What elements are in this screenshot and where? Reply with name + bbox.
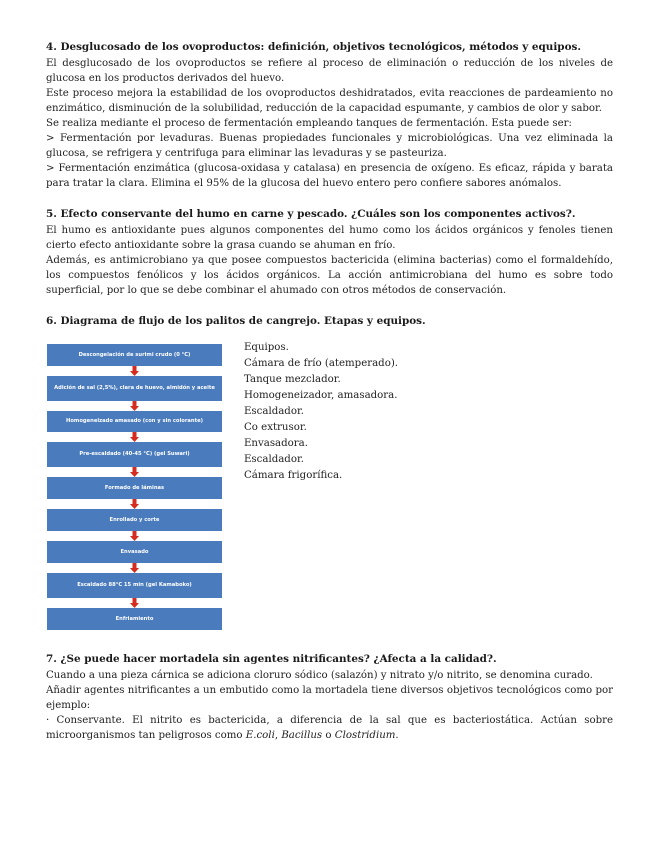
- separator-text: ,: [274, 730, 282, 741]
- section-7: [46, 652, 613, 743]
- equipment-item: Cámara de frío (atemperado).: [244, 358, 399, 369]
- section-7-paragraph: Añadir agentes nitrificantes a un embutido como la mortadela tiene diversos objetivos tecnológicos como por ejemplo:: [46, 685, 613, 711]
- flow-step: Pre-escaldado (40-45 °C) (gel Suwari): [47, 442, 222, 467]
- flow-step: Envasado: [47, 541, 222, 563]
- down-arrow-icon: [47, 499, 222, 509]
- end-text: .: [395, 730, 399, 741]
- document-page: [46, 40, 613, 759]
- section-6: [46, 314, 613, 630]
- equipment-item: Envasadora.: [244, 438, 308, 449]
- section-4-paragraph: Este proceso mejora la estabilidad de los ovoproductos deshidratados, evita reacciones de pardeamiento no enzimático, disminución de la solubilidad, reducción de la capacidad espumante, y cambios de olor y sabor.: [46, 88, 613, 114]
- section-5-paragraph: Además, es antimicrobiano ya que posee compuestos bactericida (elimina bacterias) como el formaldehído, los compuestos fenólicos y los ácidos orgánicos. La acción antimicrobiana del humo es sobre todo superficial, por lo que se debe combinar el ahumado con otros métodos de conservación.: [46, 255, 613, 296]
- down-arrow-icon: [47, 401, 222, 411]
- equipment-item: Homogeneizador, amasadora.: [244, 390, 398, 401]
- down-arrow-icon: [47, 598, 222, 608]
- section-7-paragraph: Cuando a una pieza cárnica se adiciona cloruro sódico (salazón) y nitrato y/o nitrito, se denomina curado.: [46, 670, 593, 681]
- section-5-title: 5. Efecto conservante del humo en carne y pescado. ¿Cuáles son los componentes activos?.: [46, 208, 576, 220]
- flow-step: Escaldado 88°C 15 min (gel Kamaboko): [47, 573, 222, 598]
- section-7-title: 7. ¿Se puede hacer mortadela sin agentes nitrificantes? ¿Afecta a la calidad?.: [46, 653, 497, 665]
- equipment-item: Cámara frigorífica.: [244, 470, 343, 481]
- down-arrow-icon: [47, 432, 222, 442]
- equipment-item: Escaldador.: [244, 406, 304, 417]
- section-4-title: 4. Desglucosado de los ovoproductos: definición, objetivos tecnológicos, métodos y equipos.: [46, 41, 581, 53]
- flow-step: Homogeneizado amasado (con y sin colorante): [47, 411, 222, 432]
- flow-diagram: [46, 344, 222, 630]
- organism-name: Bacillus: [281, 730, 323, 741]
- section-4-paragraph: Se realiza mediante el proceso de fermentación empleando tanques de fermentación. Esta puede ser:: [46, 118, 572, 129]
- section-5: [46, 207, 613, 298]
- flow-step: Formado de láminas: [47, 477, 222, 499]
- flow-step: Adición de sal (2,5%), clara de huevo, almidón y aceite: [47, 376, 222, 401]
- equipment-list: [244, 340, 398, 630]
- section-4-paragraph: > Fermentación enzimática (glucosa-oxidasa y catalasa) en presencia de oxígeno. Es eficaz, rápida y barata para tratar la clara. Elimina el 95% de la glucosa del huevo entero pero confiere sabores anómalos.: [46, 163, 613, 189]
- section-6-title: 6. Diagrama de flujo de los palitos de cangrejo. Etapas y equipos.: [46, 315, 426, 327]
- flow-step: Enfriamiento: [47, 608, 222, 630]
- down-arrow-icon: [47, 366, 222, 376]
- section-5-paragraph: El humo es antioxidante pues algunos componentes del humo como los ácidos orgánicos y fenoles tienen cierto efecto antioxidante sobre la grasa cuando se ahuman en frío.: [46, 225, 613, 251]
- flow-step: Descongelación de surimi crudo (0 °C): [47, 344, 222, 366]
- flow-diagram-area: [46, 338, 613, 630]
- equipment-item: Co extrusor.: [244, 422, 307, 433]
- separator-text: o: [322, 730, 335, 741]
- equipment-item: Tanque mezclador.: [244, 374, 341, 385]
- equipment-item: Equipos.: [244, 342, 289, 353]
- flow-step: Enrollado y corte: [47, 509, 222, 531]
- organism-name: E.coli: [245, 730, 275, 741]
- preservative-text: · Conservante. El nitrito es bactericida, a diferencia de la sal que es bacteriostática. Actúan sobre microorganismos tan peligrosos como: [46, 715, 613, 741]
- organism-name: Clostridium: [334, 730, 396, 741]
- down-arrow-icon: [47, 467, 222, 477]
- section-7-paragraph: [46, 713, 613, 743]
- equipment-item: Escaldador.: [244, 454, 304, 465]
- down-arrow-icon: [47, 531, 222, 541]
- down-arrow-icon: [47, 563, 222, 573]
- section-4-paragraph: El desglucosado de los ovoproductos se refiere al proceso de eliminación o reducción de los niveles de glucosa en los productos derivados del huevo.: [46, 58, 613, 84]
- section-4: [46, 40, 613, 191]
- section-4-paragraph: > Fermentación por levaduras. Buenas propiedades funcionales y microbiológicas. Una vez eliminada la glucosa, se refrigera y centrifuga para eliminar las levaduras y se pasteuriza.: [46, 133, 613, 159]
